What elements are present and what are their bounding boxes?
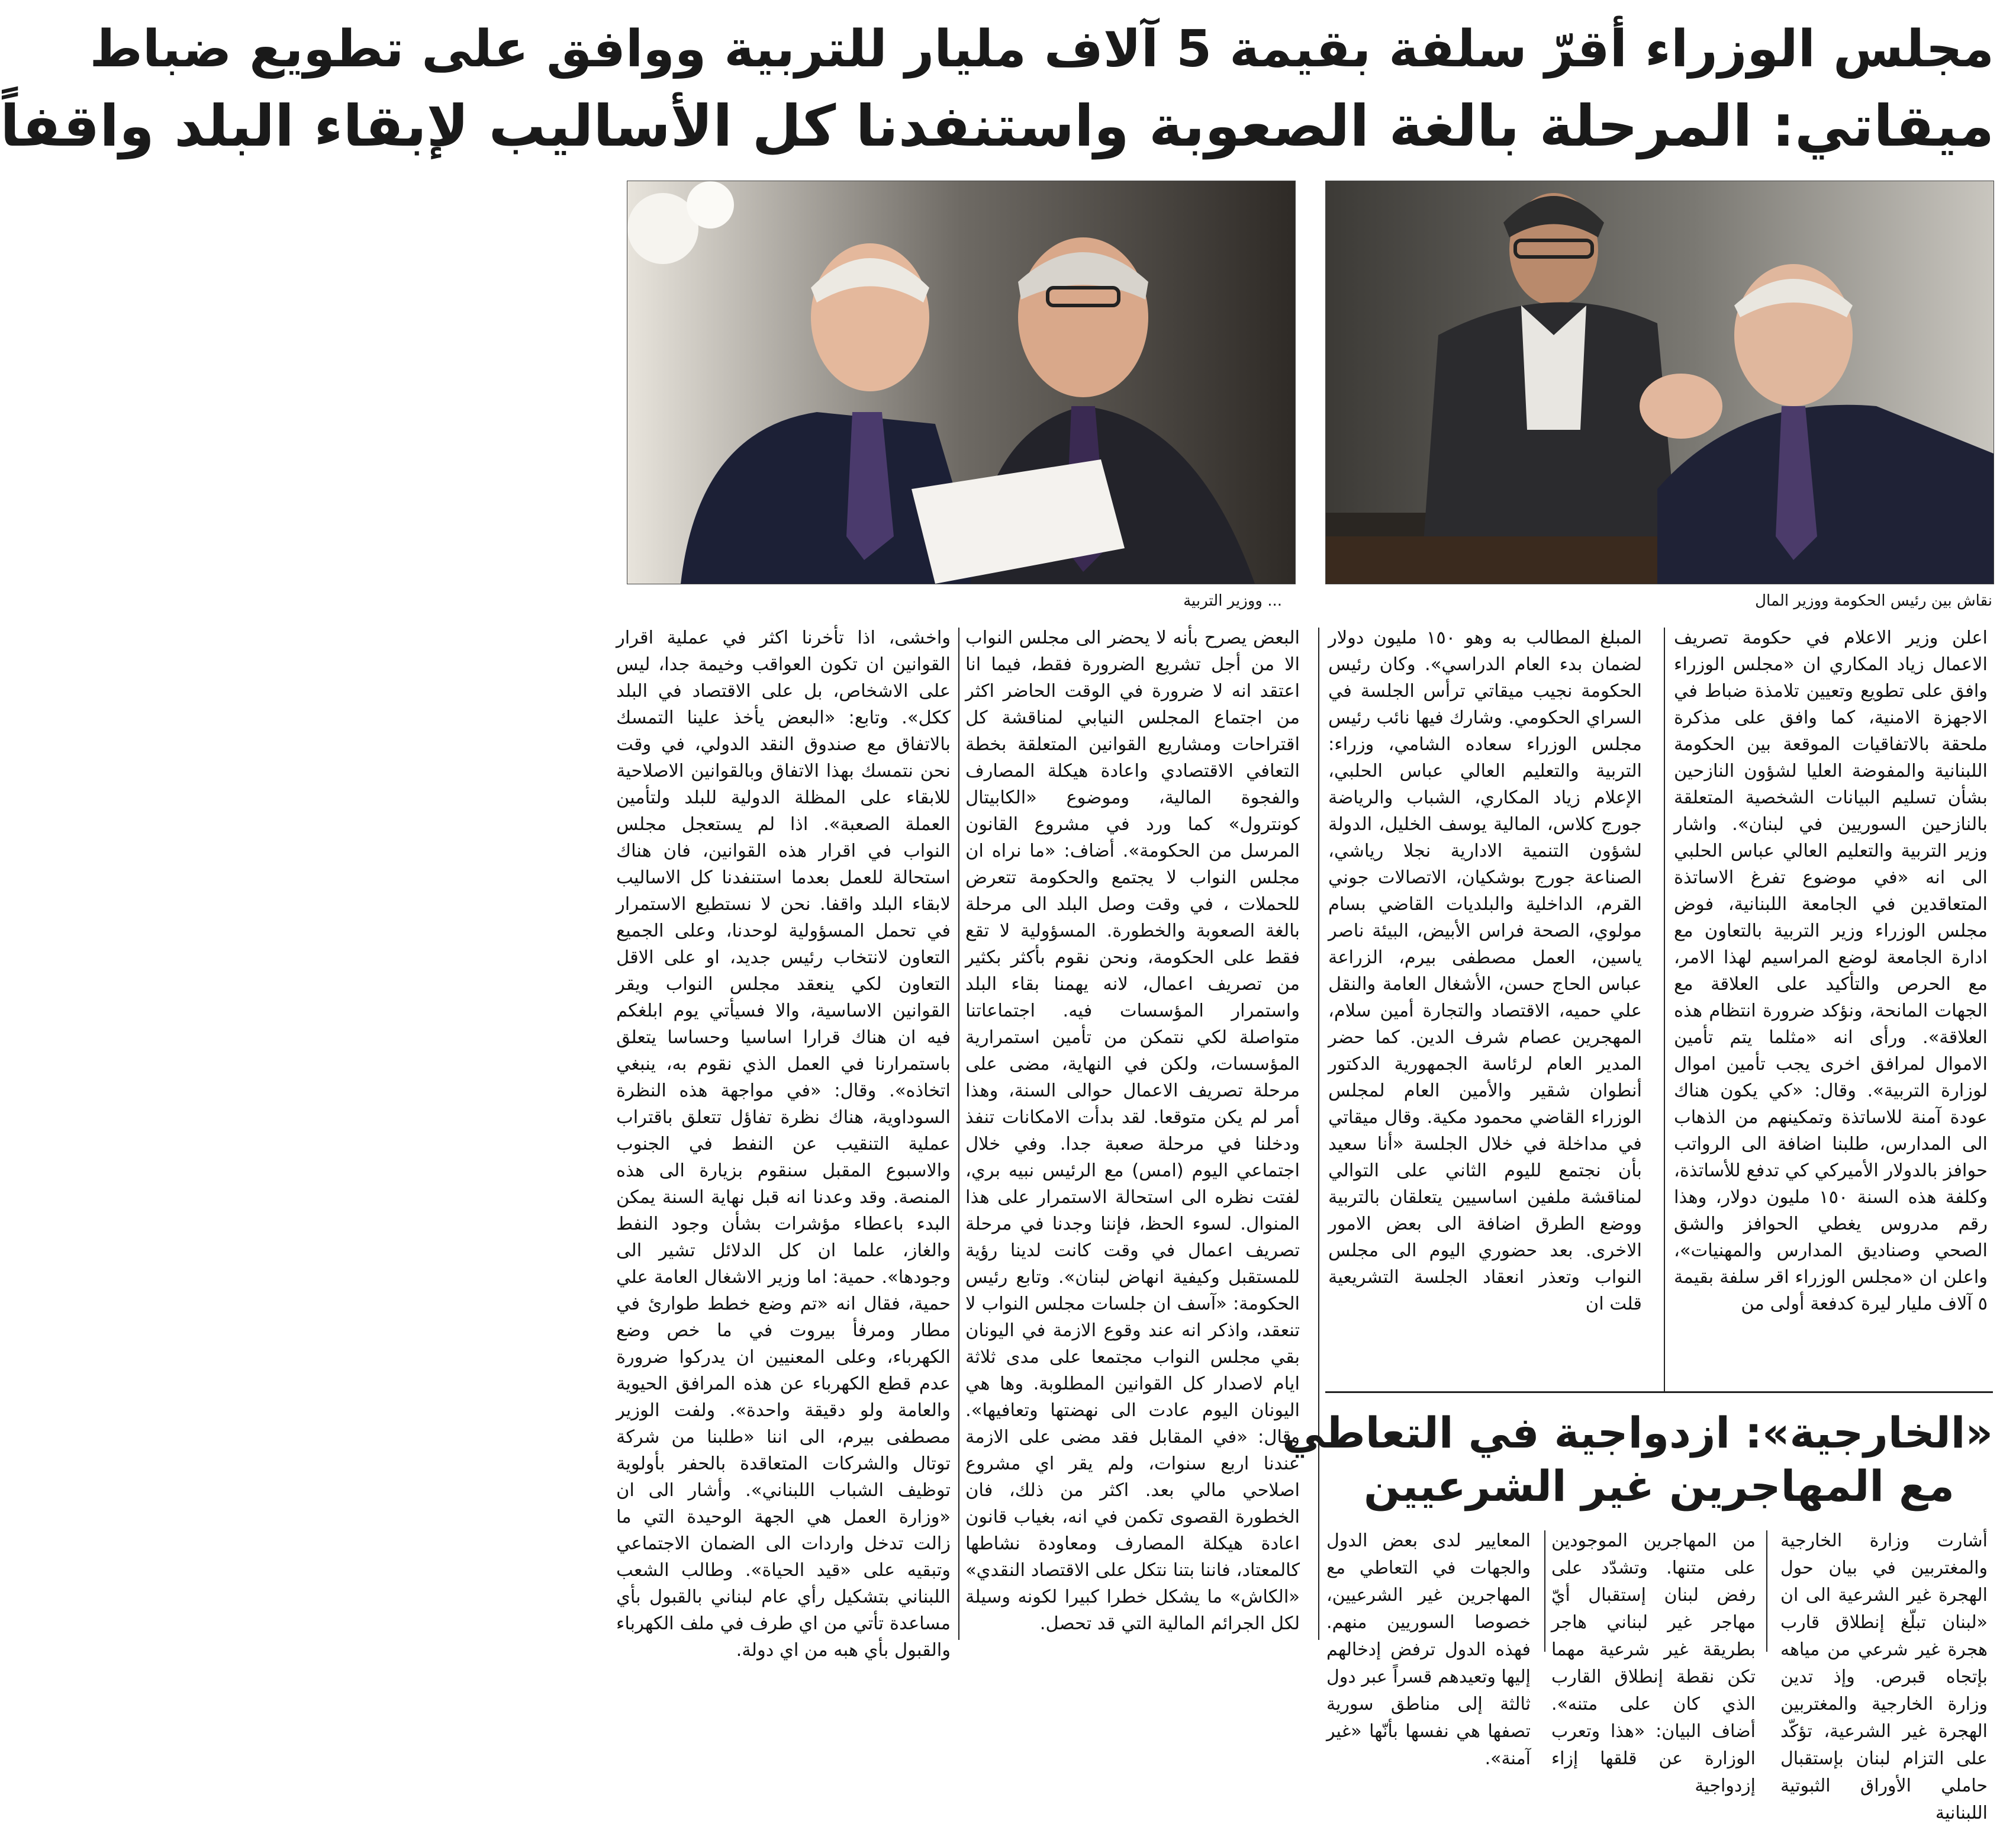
photo-caption-right: نقاش بين رئيس الحكومة ووزير المال <box>1755 592 1992 610</box>
headline-line-1: مجلس الوزراء أقرّ سلفة بقيمة 5 آلاف مليار للتربية ووافق على تطويع ضباط <box>89 20 1994 79</box>
sidebar-column-2: من المهاجرين الموجودين على متنها. وتشدّد على رفض لبنان إستقبال أيّ مهاجر غير لبناني هاجر بطريقة غير شرعية مهما تكن نقطة إنطلاق القارب الذي كان على متنه». أضاف البيان: «هذا وتعرب الوزارة عن قلقها إزاء إزدواجية <box>1551 1530 1756 1796</box>
article-column-2: المبلغ المطالب به وهو ١٥٠ مليون دولار لضمان بدء العام الدراسي». وكان رئيس الحكومة نجيب ميقاتي ترأس الجلسة في السراي الحكومي. وشارك فيها نائب رئيس مجلس الوزراء سعاده الشامي، وزراء: التربية والتعليم العالي عباس الحلبي، الإعلام زياد المكاري، الشباب والرياضة جورج كلاس، المالية يوسف الخليل، الدولة لشؤون التنمية الادارية نجلا رياشي، الصناعة جورج بوشكيان، الاتصالات جوني القرم، الداخلية والبلديات القاضي بسام مولوي، الصحة فراس الأبيض، البيئة ناصر ياسين، العمل مصطفى بيرم، الزراعة عباس الحاج حسن، الأشغال العامة والنقل علي حميه، الاقتصاد والتجارة أمين سلام، المهجرين عصام شرف الدين. كما حضر المدير العام لرئاسة الجمهورية الدكتور أنطوان شقير والأمين العام لمجلس الوزراء القاضي محمود مكية. وقال ميقاتي في مداخلة في خلال الجلسة «أنا سعيد بأن نجتمع لليوم الثاني على التوالي لمناقشة ملفين اساسيين يتعلقان بالتربية ووضع الطرق اضافة الى بعض الامور الاخرى. بعد حضوري اليوم الى مجلس النواب وتعذر انعقاد الجلسة التشريعية قلت ان <box>1328 628 1642 1314</box>
sidebar-column-3: المعايير لدى بعض الدول والجهات في التعاطي مع المهاجرين غير الشرعيين، خصوصا السوريين منهم. فهذه الدول ترفض إدخالهم إليها وتعيدهم قسراً عبر دول ثالثة إلى مناطق سورية تصفها هي نفسها بأنّها «غير آمنة». <box>1326 1530 1531 1769</box>
column-divider <box>958 628 959 1640</box>
article-column-4: واخشى، اذا تأخرنا اكثر في عملية اقرار القوانين ان تكون العواقب وخيمة جدا، ليس على الاشخاص، بل على الاقتصاد في البلد ككل». وتابع: «البعض يأخذ علينا التمسك بالاتفاق مع صندوق النقد الدولي، في وقت نحن نتمسك بهذا الاتفاق وبالقوانين الاصلاحية للابقاء على المظلة الدولية للبلد ولتأمين العملة الصعبة». اذا لم يستعجل مجلس النواب في اقرار هذه القوانين، فان هناك استحالة للعمل بعدما استنفدنا كل الاساليب لابقاء البلد واقفا. نحن لا نستطيع الاستمرار في تحمل المسؤولية لوحدنا، وعلى الجميع التعاون لانتخاب رئيس جديد، او على الاقل التعاون لكي ينعقد مجلس النواب ويقر القوانين الاساسية، والا فسيأتي يوم ابلغكم فيه ان هناك قرارا اساسيا وحساسا يتعلق باستمرارنا في العمل الذي نقوم به، ينبغي اتخاذه». وقال: «في مواجهة هذه النظرة السوداوية، هناك نظرة تفاؤل تتعلق باقتراب عملية التنقيب عن النفط في الجنوب والاسبوع المقبل سنقوم بزيارة الى هذه المنصة. وقد وعدنا انه قبل نهاية السنة يمكن البدء باعطاء مؤشرات بشأن وجود النفط والغاز، علما ان كل الدلائل تشير الى وجودها». حمية: اما وزير الاشغال العامة علي حمية، فقال انه «تم وضع خطط طوارئ في مطار ومرفأ بيروت في ما خص وضع الكهرباء، وعلى المعنيين ان يدركوا ضرورة عدم قطع الكهرباء عن هذه المرافق الحيوية والعامة ولو دقيقة واحدة». ولفت الوزير مصطفى بيرم، الى اننا «طلبنا من شركة توتال والشركات المتعاقدة بالحفر بأولوية توظيف الشباب اللبناني». وأشار الى ان «وزارة العمل هي الجهة الوحيدة التي ما زالت تدخل واردات الى الضمان الاجتماعي وتبقيه على «قيد الحياة». وطالب الشعب اللبناني بتشكيل رأي عام لبناني بالقبول بأي مساعدة تأتي من اي طرف في ملف الكهرباء والقبول بأي هبه من اي دولة. <box>616 628 951 1661</box>
photo-pm-finance-minister <box>1325 181 1994 584</box>
column-divider <box>1766 1530 1767 1652</box>
sidebar-top-rule <box>1325 1391 1993 1393</box>
sidebar-title-line-2: مع المهاجرين غير الشرعيين <box>1364 1461 1954 1511</box>
article-column-1: اعلن وزير الاعلام في حكومة تصريف الاعمال زياد المكاري ان «مجلس الوزراء وافق على تطويع وتعيين تلامذة ضباط في الاجهزة الامنية، كما وافق على مذكرة ملحقة بالاتفاقيات الموقعة بين الحكومة اللبنانية والمفوضة العليا لشؤون النازحين بشأن تسليم البيانات الشخصية المتعلقة بالنازحين السوريين في لبنان». واشار وزير التربية والتعليم العالي عباس الحلبي الى انه «في موضوع تفرغ الاساتذة المتعاقدين في الجامعة اللبنانية، فوض مجلس الوزراء وزير التربية بالتعاون مع ادارة الجامعة لوضع المراسيم لهذا الامر، مع الحرص والتأكيد على العلاقة مع الجهات المانحة، ونؤكد ضرورة انتظام هذه العلاقة». ورأى انه «مثلما يتم تأمين الاموال لمرافق اخرى يجب تأمين اموال لوزارة التربية». وقال: «كي يكون هناك عودة آمنة للاساتذة وتمكينهم من الذهاب الى المدارس، طلبنا اضافة الى الرواتب حوافز بالدولار الأميركي كي تدفع للأساتذة، وكلفة هذه السنة ١٥٠ مليون دولار، وهذا رقم مدروس يغطي الحوافز والشق الصحي وصناديق المدارس والمهنيات»، واعلن ان «مجلس الوزراء اقر سلفة بقيمة ٥ آلاف مليار ليرة كدفعة أولى من <box>1674 628 1988 1314</box>
sidebar-title-line-1: «الخارجية»: ازدواجية في التعاطي <box>1282 1408 1993 1458</box>
column-divider <box>1544 1530 1545 1652</box>
sidebar-column-1: أشارت وزارة الخارجية والمغتربين في بيان حول الهجرة غير الشرعية الى ان «لبنان تبلّغ إنطلاق قارب هجرة غير شرعي من مياهه بإتجاه قبرص. وإذ تدين وزارة الخارجية والمغتربين الهجرة غير الشرعية، تؤكّد على التزام لبنان بإستقبال حاملي الأوراق الثبوتية اللبنانية <box>1780 1530 1988 1823</box>
article-column-3: البعض يصرح بأنه لا يحضر الى مجلس النواب الا من أجل تشريع الضرورة فقط، فيما انا اعتقد انه لا ضرورة في الوقت الحاضر اكثر من اجتماع المجلس النيابي لمناقشة كل اقتراحات ومشاريع القوانين المتعلقة بخطة التعافي الاقتصادي واعادة هيكلة المصارف والفجوة المالية، وموضوع «الكابيتال كونترول» كما ورد في مشروع القانون المرسل من الحكومة». أضاف: «ما نراه ان مجلس النواب لا يجتمع والحكومة تتعرض للحملات ، في وقت وصل البلد الى مرحلة بالغة الصعوبة والخطورة. المسؤولية لا تقع فقط على الحكومة، ونحن نقوم بأكثر بكثير من تصريف اعمال، لانه يهمنا بقاء البلد واستمرار المؤسسات فيه. اجتماعاتنا متواصلة لكي نتمكن من تأمين استمرارية المؤسسات، ولكن في النهاية، مضى على مرحلة تصريف الاعمال حوالى السنة، وهذا أمر لم يكن متوقعا. لقد بدأت الامكانات تنفذ ودخلنا في مرحلة صعبة جدا. وفي خلال اجتماعي اليوم (امس) مع الرئيس نبيه بري، لفتت نظره الى استحالة الاستمرار على هذا المنوال. لسوء الحظ، فإننا وجدنا في مرحلة تصريف اعمال في وقت كانت لدينا رؤية للمستقبل وكيفية انهاض لبنان». وتابع رئيس الحكومة: «آسف ان جلسات مجلس النواب لا تنعقد، واذكر انه عند وقوع الازمة في اليونان بقي مجلس النواب مجتمعا على مدى ثلاثة ايام لاصدار كل القوانين المطلوبة. وها هي اليونان اليوم عادت الى نهضتها وتعافيها». وقال: «في المقابل فقد مضى على الازمة عندنا اربع سنوات، ولم يقر اي مشروع اصلاحي مالي بعد. اكثر من ذلك، فان الخطورة القصوى تكمن في انه، بغياب قانون اعادة هيكلة المصارف ومعاودة نشاطها كالمعتاد، فاننا بتنا نتكل على الاقتصاد النقدي» «الكاش» ما يشكل خطرا كبيرا لكونه وسيلة لكل الجرائم المالية التي قد تحصل. <box>965 628 1300 1634</box>
photo-pm-education-minister <box>627 181 1296 584</box>
column-divider <box>1318 628 1319 1640</box>
column-divider <box>1664 628 1665 1391</box>
headline-line-2: ميقاتي: المرحلة بالغة الصعوبة واستنفدنا كل الأساليب لإبقاء البلد واقفاً <box>0 93 1994 159</box>
photo-caption-left: ... ووزير التربية <box>1183 592 1282 610</box>
